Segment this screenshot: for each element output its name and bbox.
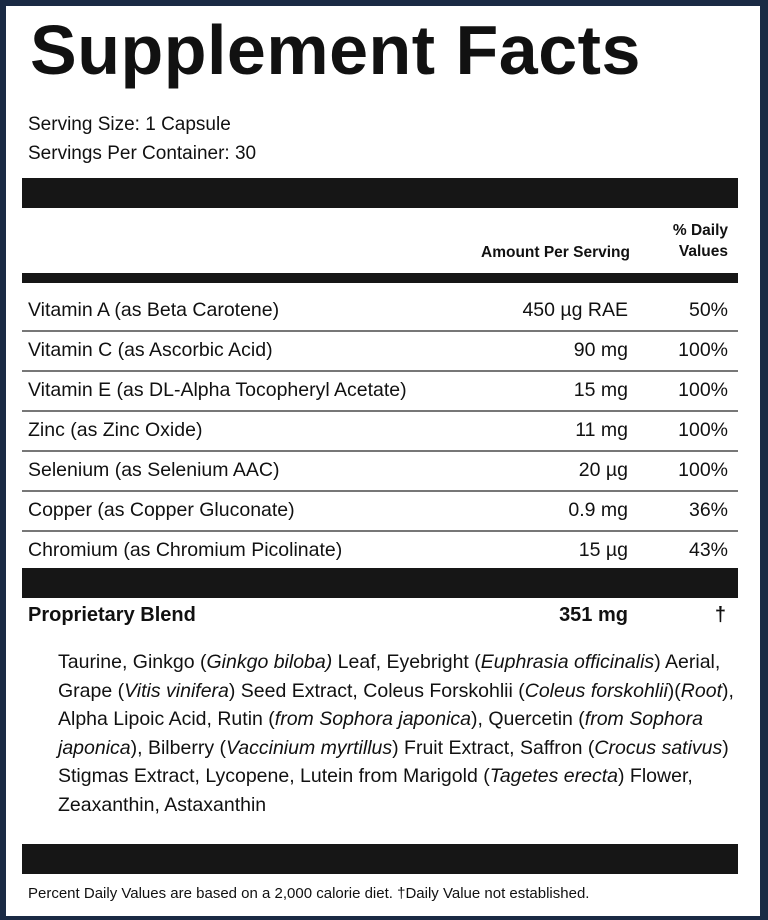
- nutrient-row: [28, 370, 728, 410]
- nutrient-row: [28, 530, 728, 570]
- nutrient-name: Vitamin E (as DL-Alpha Tocopheryl Acetate): [28, 379, 407, 401]
- nutrient-amount: 90 mg: [573, 339, 628, 361]
- nutrient-row: [28, 490, 728, 530]
- ingredient-italic-text: Crocus sativus: [594, 736, 723, 759]
- nutrient-name: Vitamin A (as Beta Carotene): [28, 299, 280, 321]
- amount-per-serving-header: Amount Per Serving: [481, 244, 630, 261]
- blend-ingredients: [58, 648, 748, 820]
- ingredient-italic-text: Vaccinium myrtillus: [225, 736, 393, 759]
- ingredient-text: Leaf, Eyebright (: [332, 651, 481, 673]
- serving-size: Serving Size: 1 Capsule: [28, 114, 231, 135]
- ingredient-text: )(: [667, 679, 681, 702]
- ingredient-italic-text: Vitis vinifera: [124, 679, 229, 702]
- daily-values-header-line1: % Daily: [672, 222, 728, 239]
- nutrient-name: Zinc (as Zinc Oxide): [28, 419, 203, 441]
- nutrient-amount: 15 µg: [578, 539, 628, 561]
- servings-per-container: Servings Per Container: 30: [28, 143, 257, 164]
- nutrient-amount: 11 mg: [575, 419, 628, 441]
- blend-name: Proprietary Blend: [28, 604, 196, 626]
- nutrient-row: [28, 330, 728, 370]
- top-thick-bar: [22, 178, 738, 208]
- ingredient-italic-text: Ginkgo biloba): [206, 651, 333, 673]
- nutrient-dv: 50%: [688, 299, 728, 321]
- nutrient-name: Selenium (as Selenium AAC): [28, 459, 280, 481]
- ingredient-italic-text: Tagetes erecta: [489, 765, 619, 788]
- nutrient-row: [28, 410, 728, 450]
- ingredient-text: ) Flower, Zeaxanthin, Astaxanthin: [58, 765, 693, 816]
- nutrient-dv: 100%: [678, 459, 728, 481]
- nutrient-dv: 43%: [688, 539, 728, 561]
- nutrient-amount: 450 µg RAE: [522, 299, 628, 321]
- ingredient-text: ) Fruit Extract, Saffron (: [392, 736, 595, 759]
- daily-values-header-line2: Values: [678, 243, 728, 260]
- nutrient-row: [28, 450, 728, 490]
- blend-divider-bar: [22, 568, 738, 598]
- nutrient-name: Chromium (as Chromium Picolinate): [28, 539, 343, 561]
- daily-values-header: [638, 220, 728, 262]
- ingredient-italic-text: Coleus forskohlii: [524, 679, 668, 702]
- nutrient-dv: 100%: [678, 419, 728, 441]
- nutrient-dv: 100%: [678, 379, 728, 401]
- ingredient-text: Taurine, Ginkgo (: [58, 651, 207, 673]
- label-title: Supplement Facts: [30, 11, 641, 89]
- nutrient-name: Copper (as Copper Gluconate): [28, 499, 295, 521]
- ingredient-text: ) Aerial, Grape (: [58, 651, 721, 702]
- header-divider-bar: [22, 273, 738, 283]
- nutrient-amount: 15 mg: [573, 379, 628, 401]
- nutrient-amount: 20 µg: [578, 459, 628, 481]
- nutrient-name: Vitamin C (as Ascorbic Acid): [28, 339, 273, 361]
- nutrient-dv: 36%: [688, 499, 728, 521]
- ingredient-text: ) Stigmas Extract, Lycopene, Lutein from Marigold (: [58, 736, 729, 788]
- proprietary-blend-row: [28, 600, 728, 630]
- ingredient-italic-text: from Sophora japonica: [58, 708, 703, 759]
- ingredient-text: ), Bilberry (: [130, 736, 226, 759]
- bottom-thick-bar: [22, 844, 738, 874]
- ingredient-text: ), Alpha Lipoic Acid, Rutin (: [58, 679, 734, 731]
- ingredient-italic-text: Euphrasia officinalis: [480, 651, 655, 673]
- ingredient-text: ), Quercetin (: [471, 708, 585, 731]
- nutrient-row: [28, 290, 728, 330]
- supplement-facts-label: [6, 6, 760, 916]
- ingredient-italic-text: Root: [680, 679, 722, 702]
- ingredient-italic-text: from Sophora japonica: [274, 708, 471, 731]
- nutrient-dv: 100%: [678, 339, 728, 361]
- footnote: Percent Daily Values are based on a 2,000 calorie diet. †Daily Value not established.: [28, 885, 590, 902]
- nutrient-amount: 0.9 mg: [568, 499, 628, 521]
- blend-dv-dagger: †: [714, 604, 726, 626]
- blend-amount: 351 mg: [559, 604, 628, 626]
- ingredient-text: ) Seed Extract, Coleus Forskohlii (: [228, 679, 525, 702]
